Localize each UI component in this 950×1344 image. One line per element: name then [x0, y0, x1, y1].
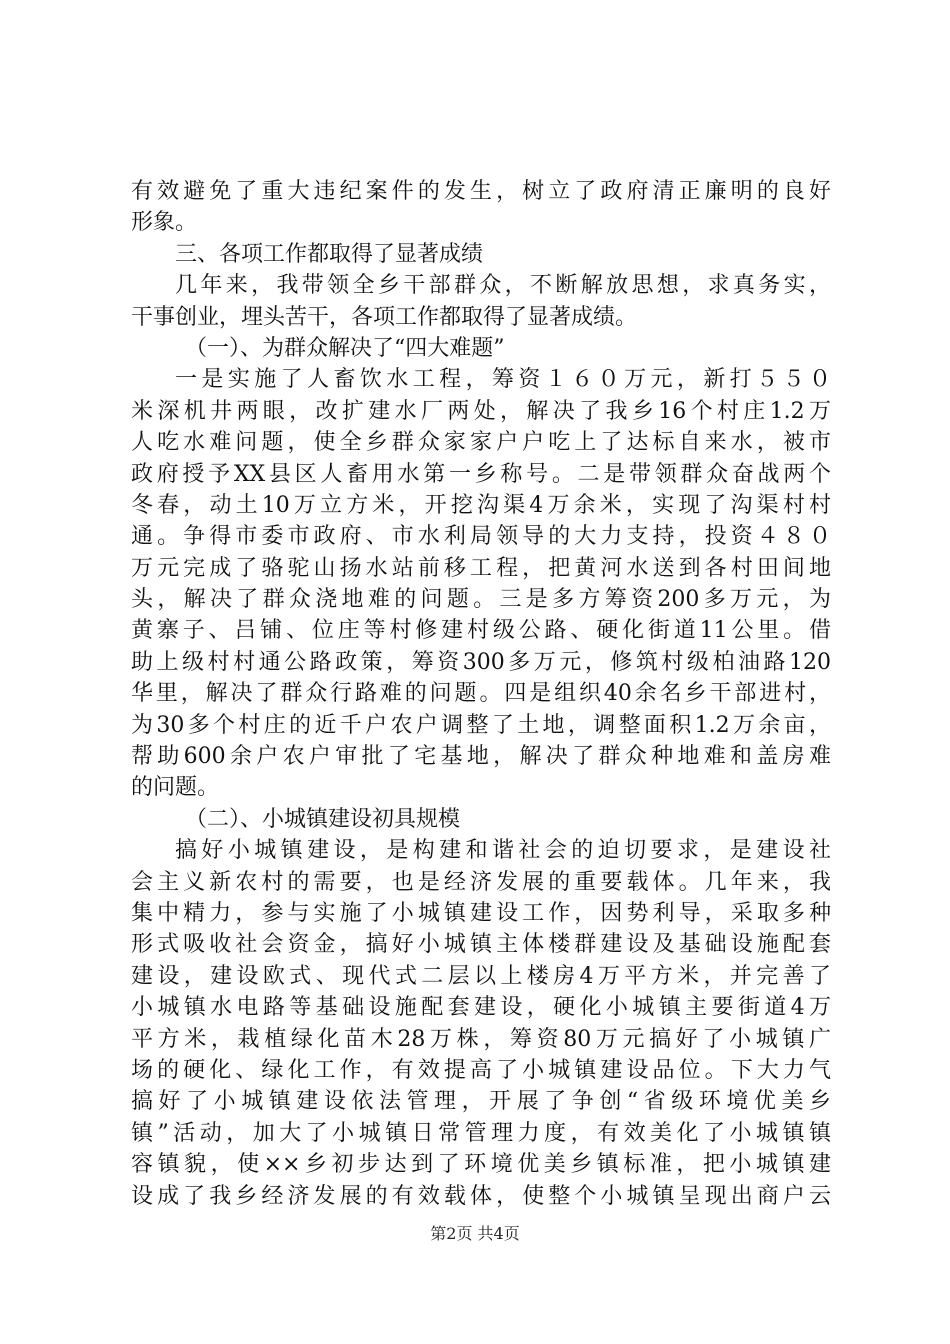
body-line: 形式吸收社会资金，搞好小城镇主体楼群建设及基础设施配套 [131, 932, 831, 958]
body-line: 平方米，栽植绿化苗木28万株，筹资80万元搞好了小城镇广 [131, 1026, 831, 1052]
document-body [131, 176, 831, 1212]
body-line: 干事创业，埋头苦干，各项工作都取得了显著成绩。 [131, 304, 638, 330]
body-line: 建设，建设欧式、现代式二层以上楼房4万平方米，并完善了 [131, 963, 831, 989]
section-heading: 三、各项工作都取得了显著成绩 [175, 241, 484, 267]
body-line: 华里，解决了群众行路难的问题。四是组织40余名乡干部进村， [131, 681, 831, 707]
body-line: 帮助600余户农户审批了宅基地，解决了群众种地难和盖房难 [131, 744, 831, 770]
body-line: 形象。 [131, 210, 198, 236]
body-line: 政府授予XX县区人畜用水第一乡称号。二是带领群众奋战两个 [131, 461, 831, 487]
body-line: 会主义新农村的需要，也是经济发展的重要载体。几年来，我 [131, 869, 831, 895]
body-line: 通。争得市委市政府、市水利局领导的大力支持，投资４８０ [131, 524, 831, 550]
body-line: 搞好了小城镇建设依法管理，开展了争创“省级环境优美乡 [131, 1089, 831, 1115]
body-line: 万元完成了骆驼山扬水站前移工程，把黄河水送到各村田间地 [131, 555, 831, 581]
body-line: 镇”活动，加大了小城镇日常管理力度，有效美化了小城镇镇 [131, 1120, 831, 1146]
body-line: 容镇貌，使××乡初步达到了环境优美乡镇标准，把小城镇建 [131, 1152, 831, 1178]
body-line: 集中精力，参与实施了小城镇建设工作，因势利导，采取多种 [131, 900, 831, 926]
subsection-heading: （二）、小城镇建设初具规模 [185, 806, 461, 832]
subsection-heading: （一）、为群众解决了“四大难题” [185, 335, 505, 361]
body-line: 黄寨子、吕铺、位庄等村修建村级公路、硬化街道11公里。借 [131, 618, 831, 644]
body-line: 设成了我乡经济发展的有效载体，使整个小城镇呈现出商户云 [131, 1183, 831, 1209]
body-line: 的问题。 [131, 775, 220, 801]
body-line: 冬春，动土10万立方米，开挖沟渠4万余米，实现了沟渠村村 [131, 492, 831, 518]
paragraph-first-line: 一是实施了人畜饮水工程，筹资１６０万元，新打５５０ [175, 367, 831, 393]
paragraph-first-line: 搞好小城镇建设，是构建和谐社会的迫切要求，是建设社 [175, 838, 831, 864]
page-number-footer: 第2页 共4页 [430, 1224, 520, 1243]
body-line: 场的硬化、绿化工作，有效提高了小城镇建设品位。下大力气 [131, 1057, 831, 1083]
body-line: 有效避免了重大违纪案件的发生，树立了政府清正廉明的良好 [131, 179, 831, 204]
body-line: 人吃水难问题，使全乡群众家家户户吃上了达标自来水，被市 [131, 430, 831, 456]
body-line: 助上级村村通公路政策，筹资300多万元，修筑村级柏油路120 [131, 649, 831, 675]
body-line: 为30多个村庄的近千户农户调整了土地，调整面积1.2万余亩， [131, 712, 831, 738]
body-line: 米深机井两眼，改扩建水厂两处，解决了我乡16个村庄1.2万 [131, 398, 831, 424]
body-line: 头，解决了群众浇地难的问题。三是多方筹资200多万元，为 [131, 587, 831, 613]
body-line: 小城镇水电路等基础设施配套建设，硬化小城镇主要街道4万 [131, 995, 831, 1021]
paragraph-first-line: 几年来，我带领全乡干部群众，不断解放思想，求真务实， [175, 273, 831, 299]
